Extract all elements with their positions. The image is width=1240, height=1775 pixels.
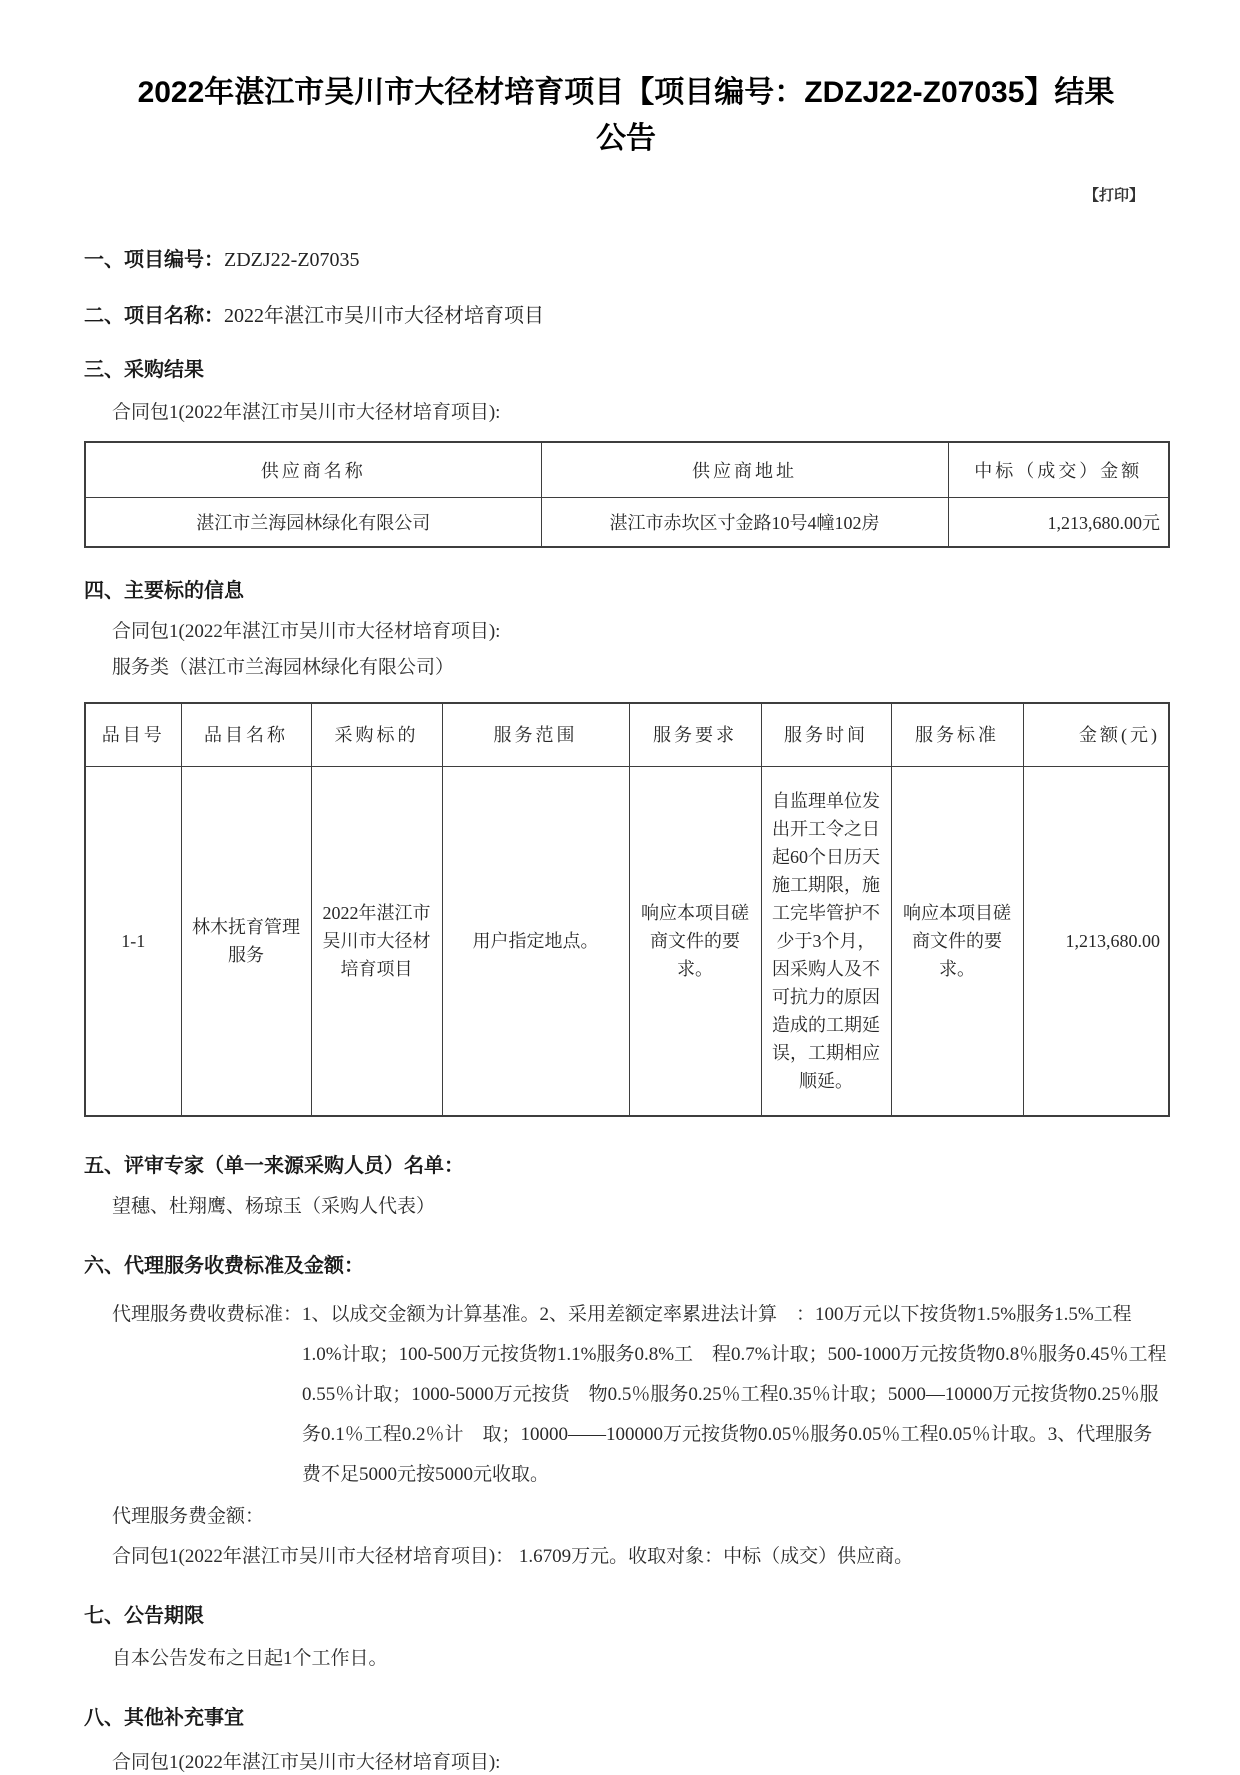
cell-award-amount: 1,213,680.00元 <box>948 498 1169 548</box>
section-label: 一、项目编号： <box>84 249 224 271</box>
cell-service-scope: 用户指定地点。 <box>442 767 629 1117</box>
subject-detail-table <box>84 702 1170 1117</box>
column-header-service-scope: 服务范围 <box>442 703 629 767</box>
section-announcement-period-heading: 七、公告期限 <box>84 1605 204 1627</box>
cell-amount: 1,213,680.00 <box>1023 767 1169 1117</box>
column-header-supplier-address: 供应商地址 <box>541 442 948 498</box>
column-header-amount: 金额(元) <box>1023 703 1169 767</box>
experts-list: 望穗、杜翔鹰、杨琼玉（采购人代表） <box>112 1196 436 1217</box>
table-header-row <box>85 442 1169 498</box>
supplier-result-table <box>84 441 1170 548</box>
cell-service-standard: 响应本项目磋商文件的要求。 <box>891 767 1023 1117</box>
agency-fee-amount-line: 合同包1(2022年湛江市吴川市大径材培育项目)： 1.6709万元。收取对象：中标（成交）供应商。 <box>112 1546 914 1567</box>
print-row <box>84 184 1168 205</box>
other-matters-package-line: 合同包1(2022年湛江市吴川市大径材培育项目): <box>112 1752 501 1773</box>
cell-service-requirement: 响应本项目磋商文件的要求。 <box>629 767 761 1117</box>
page-title: 2022年湛江市吴川市大径材培育项目【项目编号：ZDZJ22-Z07035】结果公告 <box>137 76 1115 155</box>
package-line: 合同包1(2022年湛江市吴川市大径材培育项目): <box>112 402 501 423</box>
column-header-item-number: 品目号 <box>85 703 181 767</box>
cell-service-time: 自监理单位发出开工令之日起60个日历天施工期限，施工完毕管护不少于3个月，因采购人及不可抗力的原因造成的工期延误，工期相应顺延。 <box>761 767 891 1117</box>
column-header-item-name: 品目名称 <box>181 703 311 767</box>
project-name-value: 2022年湛江市吴川市大径材培育项目 <box>224 305 544 327</box>
column-header-service-time: 服务时间 <box>761 703 891 767</box>
section-project-name-heading <box>84 303 1168 329</box>
agency-fee-amount-label: 代理服务费金额： <box>112 1506 265 1527</box>
column-header-supplier-name: 供应商名称 <box>85 442 541 498</box>
section-main-subject-heading: 四、主要标的信息 <box>84 580 244 602</box>
project-number-value: ZDZJ22-Z07035 <box>224 249 360 271</box>
section-experts-heading: 五、评审专家（单一来源采购人员）名单： <box>84 1155 464 1177</box>
table-row <box>85 498 1169 548</box>
cell-item-number: 1-1 <box>85 767 181 1117</box>
cell-supplier-address: 湛江市赤坎区寸金路10号4幢102房 <box>541 498 948 548</box>
print-button[interactable]: 【打印】 <box>1083 187 1144 204</box>
table-row <box>85 767 1169 1117</box>
agency-fee-standard: 代理服务费收费标准：1、以成交金额为计算基准。2、采用差额定率累进法计算 ：100万元以下按货物1.5%服务1.5%工程1.0%计取；100-500万元按货物1.1%服务0.8%工 程0.7%计取；500-1000万元按货物0.8％服务0.45％工程0.55％计取；1000-5000万元按货 物0.5％服务0.25％工程0.35％计取；5000—10000万元按货物0.25％服务0.1％工程0.2％计 取；10000——100000万元按货物0.05％服务0.05％工程0.05％计取。3、代理服务费不足5000元按5000元收取。 <box>112 1304 1167 1485</box>
column-header-procurement-subject: 采购标的 <box>311 703 442 767</box>
section-project-number-heading <box>84 247 1168 273</box>
section-procurement-result-heading: 三、采购结果 <box>84 359 204 381</box>
section-label: 二、项目名称： <box>84 305 224 327</box>
column-header-service-standard: 服务标准 <box>891 703 1023 767</box>
section-agency-fee-heading: 六、代理服务收费标准及金额： <box>84 1255 364 1277</box>
column-header-award-amount: 中标（成交）金额 <box>948 442 1169 498</box>
cell-procurement-subject: 2022年湛江市吴川市大径材培育项目 <box>311 767 442 1117</box>
column-header-service-requirement: 服务要求 <box>629 703 761 767</box>
announcement-period-value: 自本公告发布之日起1个工作日。 <box>112 1648 388 1669</box>
cell-item-name: 林木抚育管理服务 <box>181 767 311 1117</box>
package-line: 合同包1(2022年湛江市吴川市大径材培育项目): <box>112 621 501 642</box>
cell-supplier-name: 湛江市兰海园林绿化有限公司 <box>85 498 541 548</box>
table-header-row <box>85 703 1169 767</box>
category-line: 服务类（湛江市兰海园林绿化有限公司） <box>112 657 455 678</box>
section-other-matters-heading: 八、其他补充事宜 <box>84 1707 244 1729</box>
